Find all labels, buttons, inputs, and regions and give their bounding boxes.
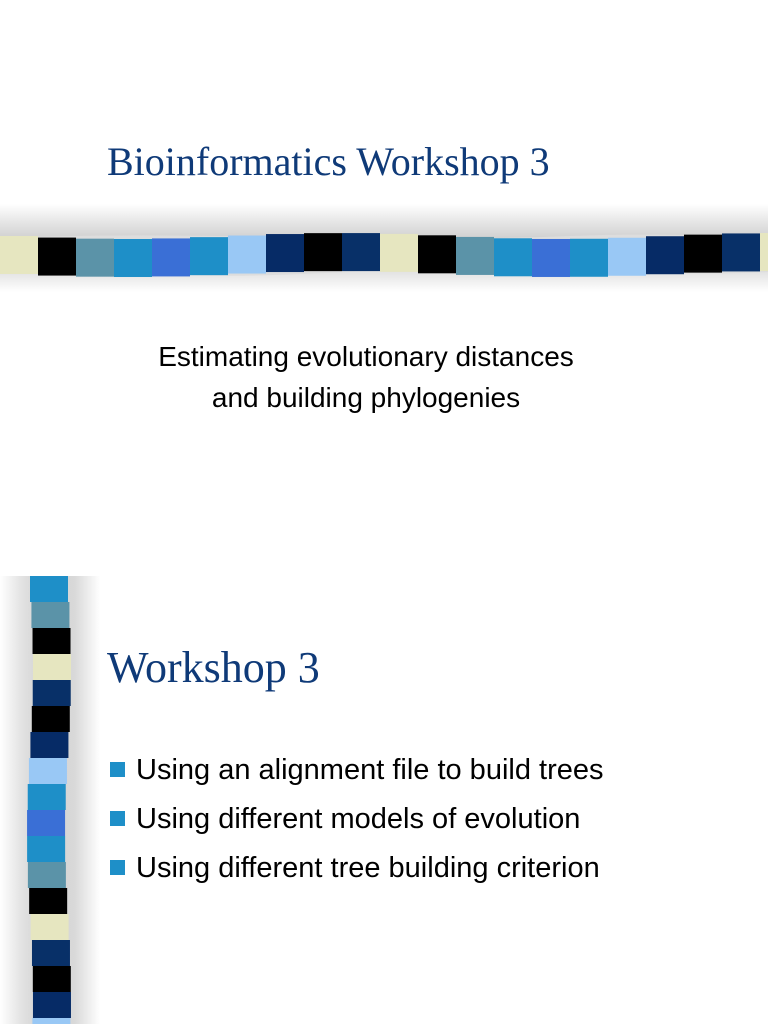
bullet-text: Using an alignment file to build trees <box>136 754 604 786</box>
bullet-item <box>108 746 603 795</box>
band-tile <box>38 238 76 276</box>
band-tile <box>27 810 65 836</box>
band-tile <box>456 237 494 275</box>
slide-title: Bioinformatics Workshop 3 <box>107 139 550 184</box>
band-tile <box>33 654 71 680</box>
band-tile <box>494 238 532 276</box>
subtitle-line: Estimating evolutionary distances <box>158 341 574 372</box>
band-tile <box>0 236 38 274</box>
band-tile <box>76 239 114 277</box>
band-tile <box>684 235 722 273</box>
band-tile <box>27 836 65 862</box>
square-bullet-icon <box>110 811 125 826</box>
band-tile <box>28 784 66 810</box>
slide-title: Workshop 3 <box>107 643 320 692</box>
band-tile <box>380 234 418 272</box>
slide-2 <box>0 576 768 1024</box>
band-tile <box>532 239 570 277</box>
band-tile <box>32 1018 70 1024</box>
bullet-list <box>108 746 603 893</box>
band-tile <box>722 233 760 271</box>
band-tile <box>30 576 68 602</box>
band-tile <box>570 239 608 277</box>
band-tile <box>114 239 152 277</box>
bullet-item <box>108 795 603 844</box>
band-tile <box>760 233 768 271</box>
checker-strip <box>26 576 74 1024</box>
decorative-band-vertical <box>0 576 100 1024</box>
band-tile <box>33 680 71 706</box>
bullet-text: Using different models of evolution <box>136 803 581 835</box>
band-tile <box>342 233 380 271</box>
bullet-item <box>108 844 603 893</box>
band-tile <box>418 235 456 273</box>
subtitle-line: and building phylogenies <box>211 382 521 413</box>
decorative-band-horizontal <box>0 204 768 292</box>
band-tile <box>28 862 66 888</box>
band-tile <box>29 888 67 914</box>
band-tile <box>33 628 71 654</box>
band-tile <box>190 237 228 275</box>
square-bullet-icon <box>110 860 125 875</box>
checker-strip <box>0 232 768 278</box>
band-tile <box>304 233 342 271</box>
band-tile <box>152 238 190 276</box>
band-tile <box>29 758 67 784</box>
band-tile <box>32 706 70 732</box>
band-tile <box>32 940 70 966</box>
band-tile <box>646 236 684 274</box>
band-tile <box>31 914 69 940</box>
band-tile <box>266 234 304 272</box>
band-tile <box>608 238 646 276</box>
slide-subtitle <box>96 336 636 418</box>
square-bullet-icon <box>110 762 125 777</box>
band-tile <box>33 966 71 992</box>
band-tile <box>228 236 266 274</box>
band-tile <box>33 992 71 1018</box>
band-tile <box>30 732 68 758</box>
band-tile <box>31 602 69 628</box>
bullet-text: Using different tree building criterion <box>136 852 600 884</box>
